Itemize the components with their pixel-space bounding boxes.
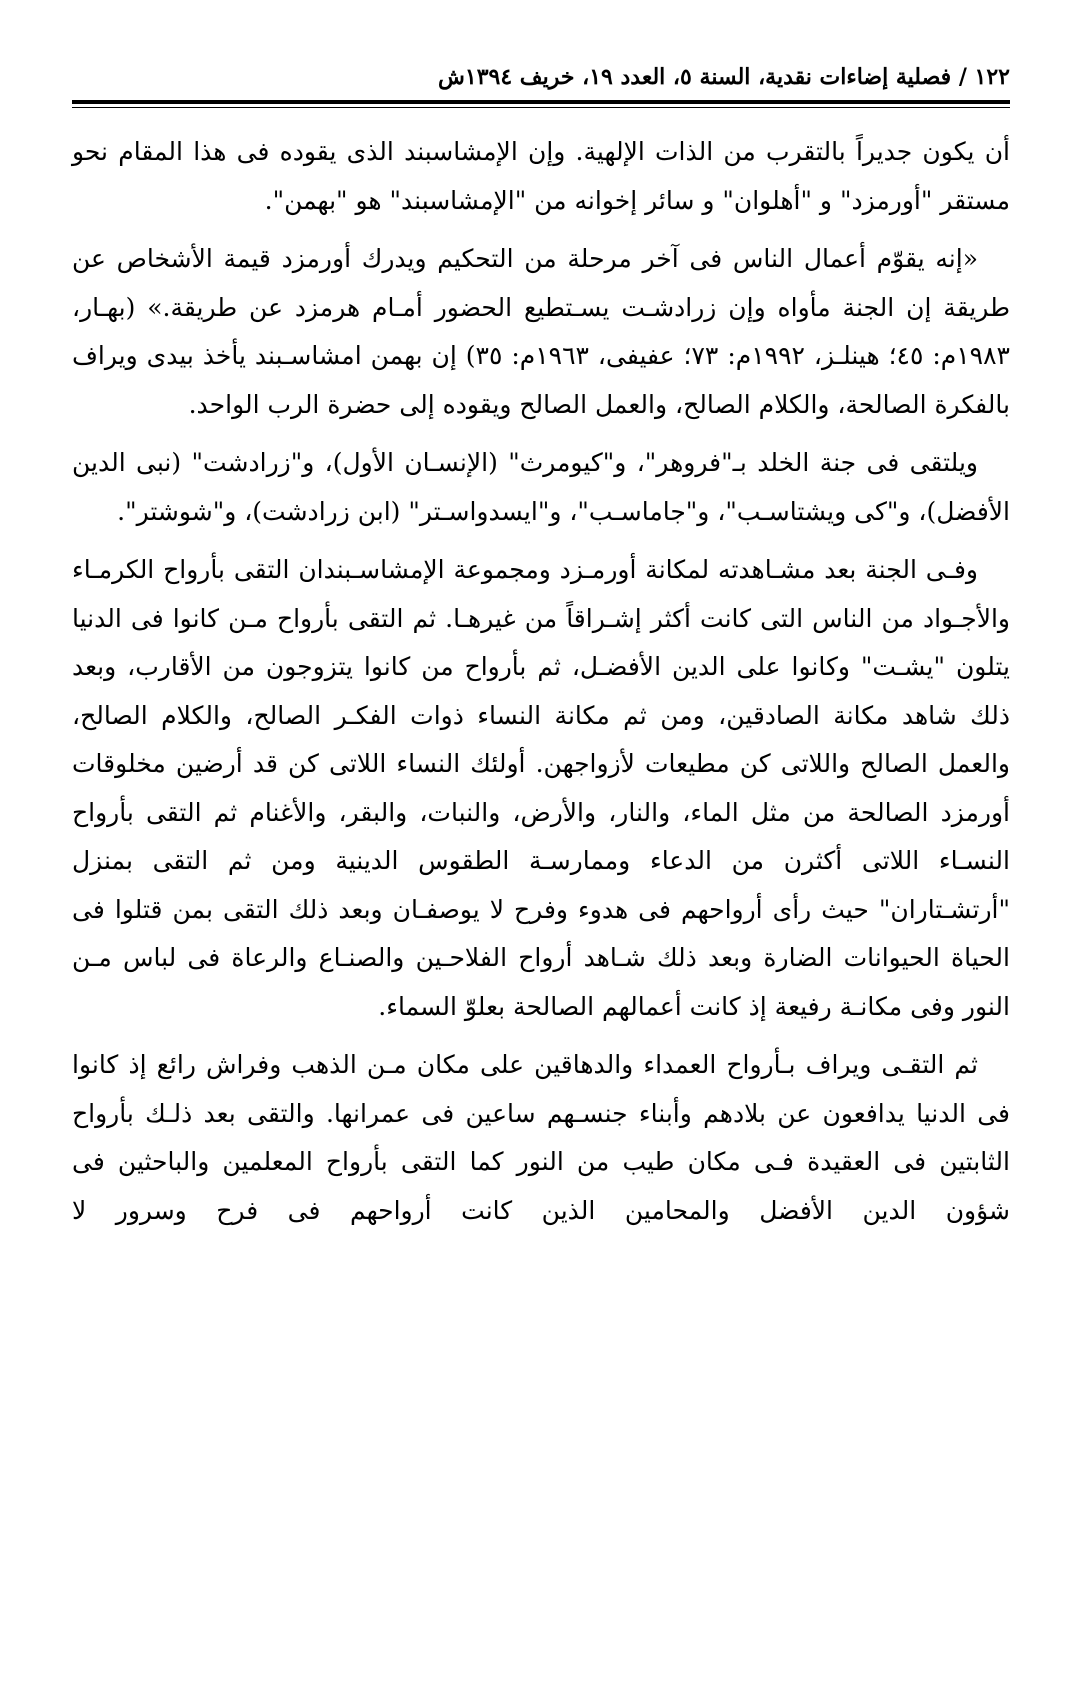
header-rule-thick	[72, 100, 1010, 104]
header-rule-thin	[72, 107, 1010, 108]
running-header-text: ۱۲۲ / فصلية إضاءات نقدية، السنة ٥، العدد ١٩، خريف ١٣٩٤ش	[438, 64, 1010, 90]
paragraph-5: ثم التقـی ويراف بـأرواح العمداء والدهاقين على مكان مـن الذهب وفراش رائع إذ كانوا فی الدنيا يدافعون عن بلادهم وأبناء جنسـهم ساعين فی عمرانها. والتقی بعد ذلـك بأرواح الثابتين فی العقيدة فـی مكان طيب من النور كما التقی بأرواح المعلمين والباحثين فی شؤون الدين الأفضل والمحامين الذين كانت أرواحهم فی فرح وسرور لا	[72, 1050, 1010, 1225]
paragraph-1: أن يكون جديراً بالتقرب من الذات الإلهية. وإن الإمشاسبند الذی يقوده فی هذا المقام نحو مستقر "أورمزد" و "أهلوان" و سائر إخوانه من "الإمشاسبند" هو "بهمن".	[72, 137, 1010, 215]
paragraph-quote: «إنه يقوّم أعمال الناس فی آخر مرحلة من التحكيم ويدرك أورمزد قيمة الأشخاص عن طريقة إن الجنة مأواه وإن زرادشـت يسـتطيع الحضور أمـام هرمزد عن طريقة.» (بهـار، ۱۹۸۳م: ٤٥؛ هينلـز، ۱۹۹۲م: ۷۳؛ عفيفی، ۱۹٦۳م: ۳٥) إن بهمن امشاسـبند يأخذ بيدی ويراف بالفكرة الصالحة، والكلام الصالح، والعمل الصالح ويقوده إلى حضرة الرب الواحد.	[72, 244, 1010, 419]
running-header	[72, 40, 1010, 98]
paragraph-4: وفـی الجنة بعد مشـاهدته لمكانة أورمـزد ومجموعة الإمشاسـبندان التقی بأرواح الكرمـاء والأجـواد من الناس التی كانت أكثر إشـراقاً من غيرهـا. ثم التقی بأرواح مـن كانوا فی الدنيا يتلون "يشـت" وكانوا على الدين الأفضـل، ثم بأرواح من كانوا يتزوجون من الأقارب، وبعد ذلك شاهد مكانة الصادقين، ومن ثم مكانة النساء ذوات الفكـر الصالح، والكلام الصالح، والعمل الصالح واللاتی كن مطيعات لأزواجهن. أولئك النساء اللاتی كن قد أرضين مخلوقات أورمزد الصالحة من مثل الماء، والنار، والأرض، والنبات، والبقر، والأغنام ثم التقی بأرواح النسـاء اللاتی أكثرن من الدعاء وممارسـة الطقوس الدينية ومن ثم التقی بمنزل "أرتشـتاران" حيث رأی أرواحهم فی هدوء وفرح لا يوصفـان وبعد ذلك التقی بمن قتلوا فی الحياة الحيوانات الضارة وبعد ذلك شـاهد أرواح الفلاحـين والصنـاع والرعاة فی لباس مـن النور وفی مكانـة رفيعة إذ كانت أعمالهم الصالحة بعلوّ السماء.	[72, 555, 1010, 1021]
paragraph-3: ويلتقی فی جنة الخلد بـ"فروهر"، و"كيومرث" (الإنسـان الأول)، و"زرادشت" (نبی الدين الأفضل)، و"كی ويشتاسـب"، و"جاماسـب"، و"ايسدواسـتر" (ابن زرادشت)، و"شوشتر".	[72, 448, 1010, 526]
body-text	[72, 128, 1010, 1235]
